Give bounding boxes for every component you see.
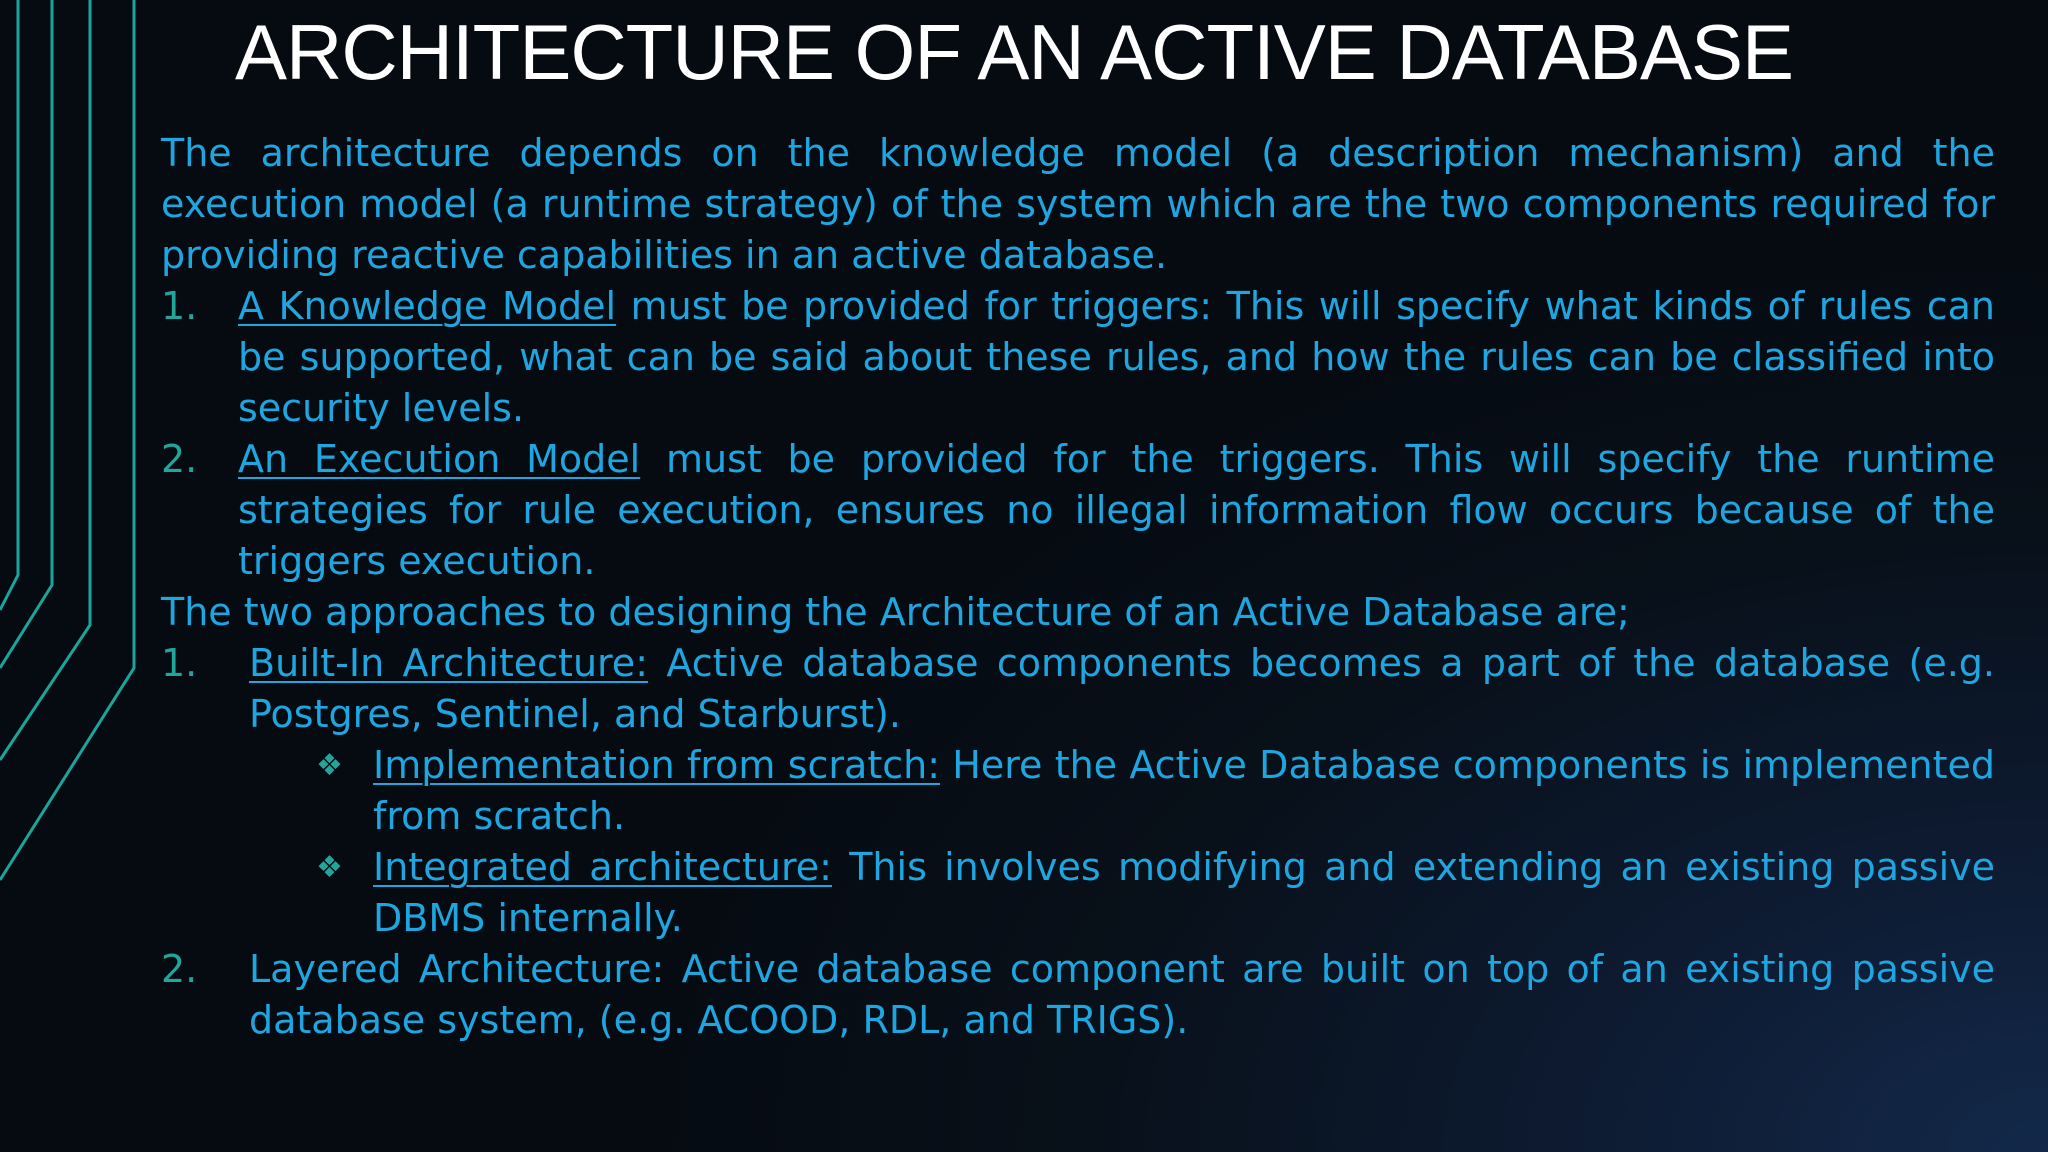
built-in-architecture-text: Active database components becomes a part of the database (e.g. Postgres, Sentinel, and Starburst). bbox=[249, 641, 1995, 736]
approaches-intro: The two approaches to designing the Architecture of an Active Database are; bbox=[161, 590, 1630, 634]
built-in-architecture-item bbox=[161, 638, 1995, 740]
list-number: 2. bbox=[161, 437, 198, 481]
layered-architecture-item bbox=[161, 944, 1995, 1046]
knowledge-model-item bbox=[161, 281, 1995, 434]
integrated-architecture-text: This involves modifying and extending an existing passive DBMS internally. bbox=[373, 845, 1996, 940]
decor-line bbox=[0, 0, 52, 668]
integrated-architecture-term: Integrated architecture: bbox=[373, 845, 832, 889]
execution-model-term: An Execution Model bbox=[238, 437, 641, 481]
layered-architecture-text: Layered Architecture: Active database component are built on top of an existing passive database system, (e.g. ACOOD, RDL, and TRIGS). bbox=[249, 947, 1995, 1042]
knowledge-model-term: A Knowledge Model bbox=[238, 284, 617, 328]
decor-line bbox=[0, 0, 134, 880]
slide-title: ARCHITECTURE OF AN ACTIVE DATABASE bbox=[235, 8, 1794, 96]
implementation-from-scratch-item bbox=[161, 740, 1995, 842]
integrated-architecture-item bbox=[161, 842, 1995, 944]
decorative-lines bbox=[0, 0, 150, 1152]
decor-line bbox=[0, 0, 18, 610]
execution-model-text: must be provided for the triggers. This will specify the runtime strategies for rule execution, ensures no illegal information flow occurs because of the triggers execution. bbox=[238, 437, 1995, 583]
execution-model-item bbox=[161, 434, 1995, 587]
list-number: 1. bbox=[161, 641, 198, 685]
diamond-bullet-icon: ❖ bbox=[316, 748, 343, 783]
intro-paragraph: The architecture depends on the knowledge model (a description mechanism) and the execution model (a runtime strategy) of the system which are the two components required for providing reactive capabilities in an active database. bbox=[161, 131, 1995, 277]
implementation-from-scratch-text: Here the Active Database components is implemented from scratch. bbox=[373, 743, 1995, 838]
built-in-architecture-term: Built-In Architecture: bbox=[249, 641, 648, 685]
implementation-from-scratch-term: Implementation from scratch: bbox=[373, 743, 941, 787]
knowledge-model-text: must be provided for triggers: This will specify what kinds of rules can be supported, what can be said about these rules, and how the rules can be classified into security levels. bbox=[238, 284, 1995, 430]
slide-body bbox=[161, 128, 1995, 1046]
list-number: 2. bbox=[161, 947, 198, 991]
list-number: 1. bbox=[161, 284, 198, 328]
diamond-bullet-icon: ❖ bbox=[316, 850, 343, 885]
